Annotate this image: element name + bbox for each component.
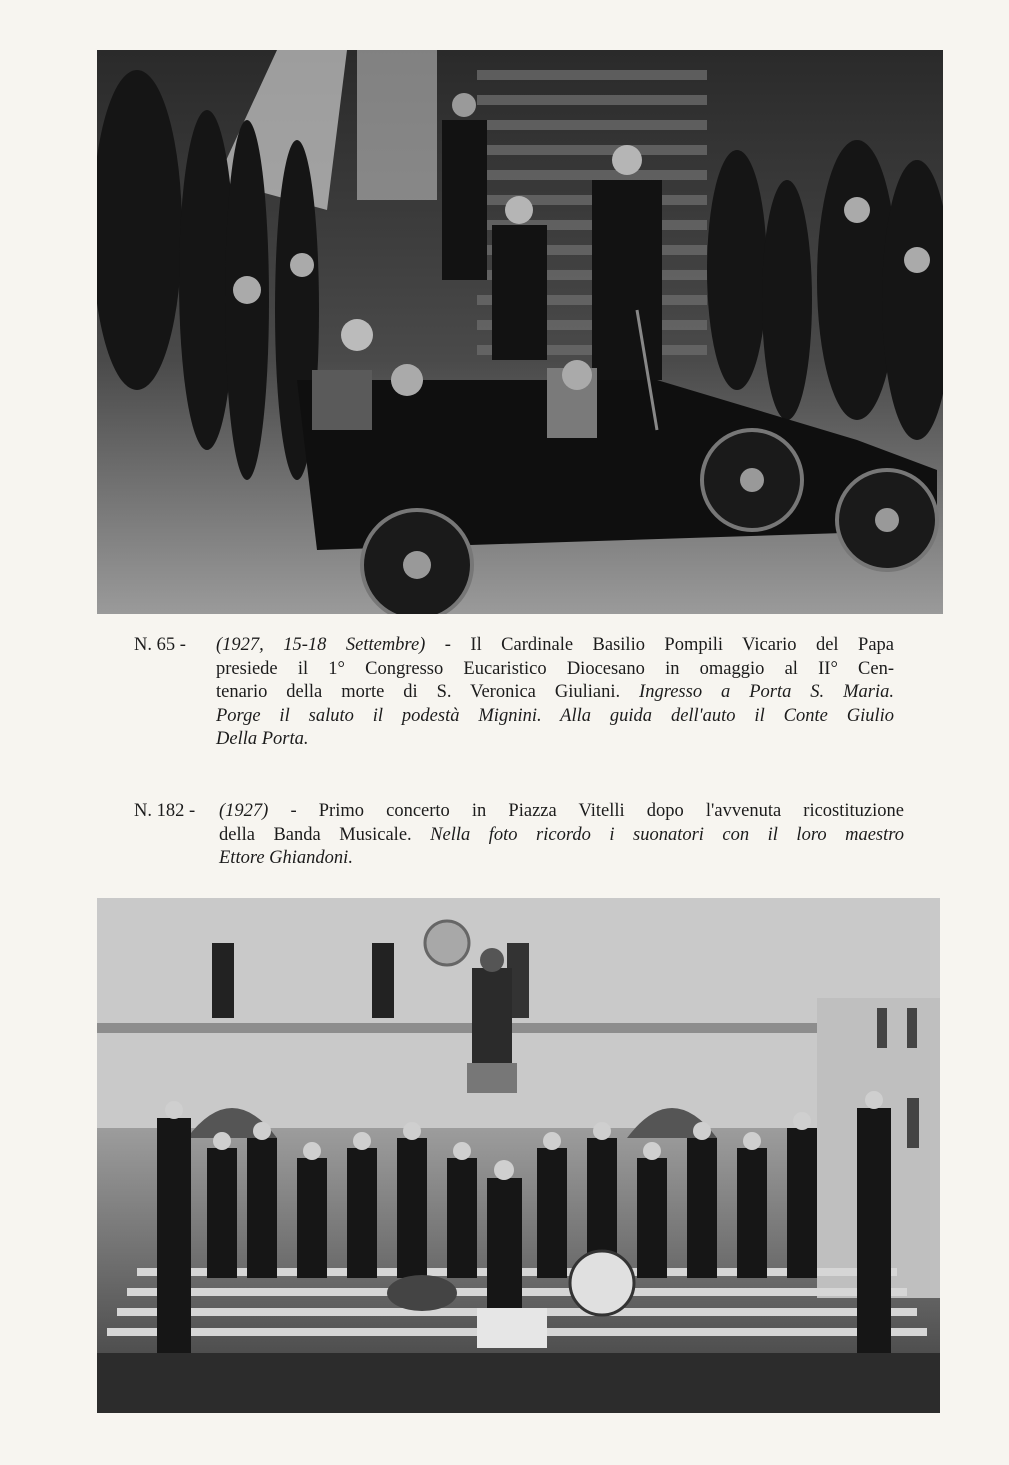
caption-n65-line-2 xyxy=(216,658,894,682)
caption-date: (1927) xyxy=(219,801,269,821)
caption-italic-text: Ettore Ghiandoni. xyxy=(219,848,353,868)
photo-cardinal-car xyxy=(97,50,943,614)
caption-n65-line-5 xyxy=(216,728,309,752)
caption-n65 xyxy=(134,634,894,759)
caption-text: della Banda Musicale. xyxy=(219,824,431,845)
caption-n65-number xyxy=(134,634,186,658)
photo-town-band xyxy=(97,898,940,1413)
caption-n182-line-3 xyxy=(219,847,353,871)
caption-text: tenario della morte di S. Veronica Giuliani. xyxy=(216,682,640,702)
caption-n65-line-1 xyxy=(216,634,894,658)
caption-date: (1927, 15-18 Settembre) xyxy=(216,635,426,655)
caption-separator-text: - xyxy=(184,801,196,821)
caption-italic-text: Porge il saluto il podestà Mignini. Alla guida dell'auto il Conte Giulio xyxy=(216,705,894,726)
photo-cardinal-car-image xyxy=(97,50,943,614)
caption-italic-text: Della Porta. xyxy=(216,729,309,749)
caption-n65-line-4 xyxy=(216,705,894,729)
caption-text: - Il Cardinale Basilio Pompili Vicario del Papa xyxy=(425,635,894,655)
caption-text: - Primo concerto in Piazza Vitelli dopo l'avvenuta ricostituzione xyxy=(268,801,904,821)
caption-n182 xyxy=(134,800,904,875)
caption-n182-number xyxy=(134,800,195,824)
caption-italic-text: Nella foto ricordo i suonatori con il loro maestro xyxy=(430,824,905,845)
caption-n182-line-2 xyxy=(219,824,904,848)
caption-n182-line-1 xyxy=(219,800,904,824)
caption-number-text: N. 65 xyxy=(134,635,176,655)
caption-number-text: N. 182 xyxy=(134,801,185,821)
caption-separator-text: - xyxy=(175,635,186,655)
caption-text: presiede il 1° Congresso Eucaristico Diocesano in omaggio al II° Cen- xyxy=(216,658,894,679)
caption-n65-line-3 xyxy=(216,681,894,705)
photo-town-band-image xyxy=(97,898,940,1413)
caption-italic-text: Ingresso a Porta S. Maria. xyxy=(639,682,894,702)
